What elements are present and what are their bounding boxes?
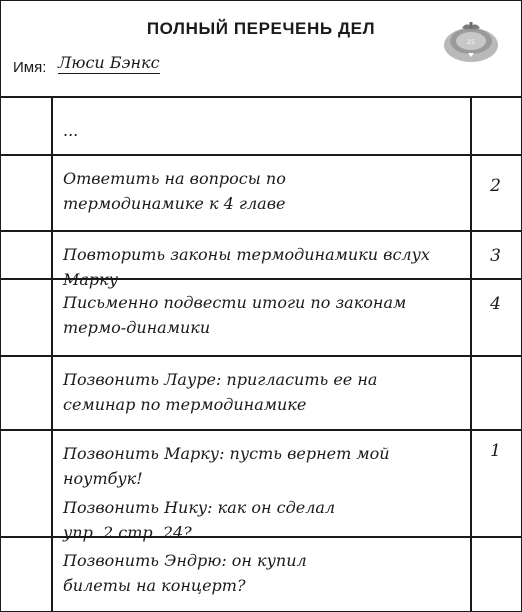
priority-number: 3 [490, 246, 501, 266]
table-row [1, 357, 521, 431]
task-cell: Ответить на вопросы по термодинамике к 4 главе [63, 169, 286, 213]
table-row [1, 96, 521, 156]
sheet-header [1, 1, 521, 98]
checkbox-cell [1, 431, 53, 536]
checkbox-cell [1, 357, 53, 429]
checkbox-cell [1, 96, 53, 154]
page-title: ПОЛНЫЙ ПЕРЕЧЕНЬ ДЕЛ [146, 19, 376, 38]
name-label: Имя: [13, 59, 47, 76]
priority-number: 4 [490, 294, 501, 314]
checkbox-cell [1, 232, 53, 278]
tomato-timer-icon [442, 19, 500, 63]
table-row [1, 280, 521, 357]
priority-cell [470, 357, 521, 429]
priority-number: 1 [490, 441, 501, 461]
table-row [1, 232, 521, 289]
table-row [1, 431, 521, 542]
task-cell: Позвонить Лауре: пригласить ее на семинар по термодинамике [63, 370, 378, 414]
checkbox-cell [1, 280, 53, 355]
priority-number: 2 [490, 176, 501, 196]
name-value: Люси Бэнкс [58, 53, 160, 72]
task-cell: ... [63, 121, 79, 140]
priority-cell [470, 96, 521, 154]
priority-cell [470, 538, 521, 611]
task-cell: Позвонить Эндрю: он купил билеты на концерт? [63, 551, 307, 595]
task-cell: Повторить законы термодинамики вслух Марку [63, 245, 430, 289]
task-cell: Позвонить Марку: пусть вернет мой ноутбук! Позвонить Нику: как он сделал упр. 2 стр. 24? [63, 444, 390, 542]
table-row [1, 156, 521, 232]
priority-cell [470, 280, 521, 355]
task-cell: Письменно подвести итоги по законам термо-динамики [63, 293, 407, 337]
timer-number: 25 [467, 39, 475, 46]
table-row [1, 538, 521, 611]
checkbox-cell [1, 538, 53, 611]
checkbox-cell [1, 156, 53, 230]
